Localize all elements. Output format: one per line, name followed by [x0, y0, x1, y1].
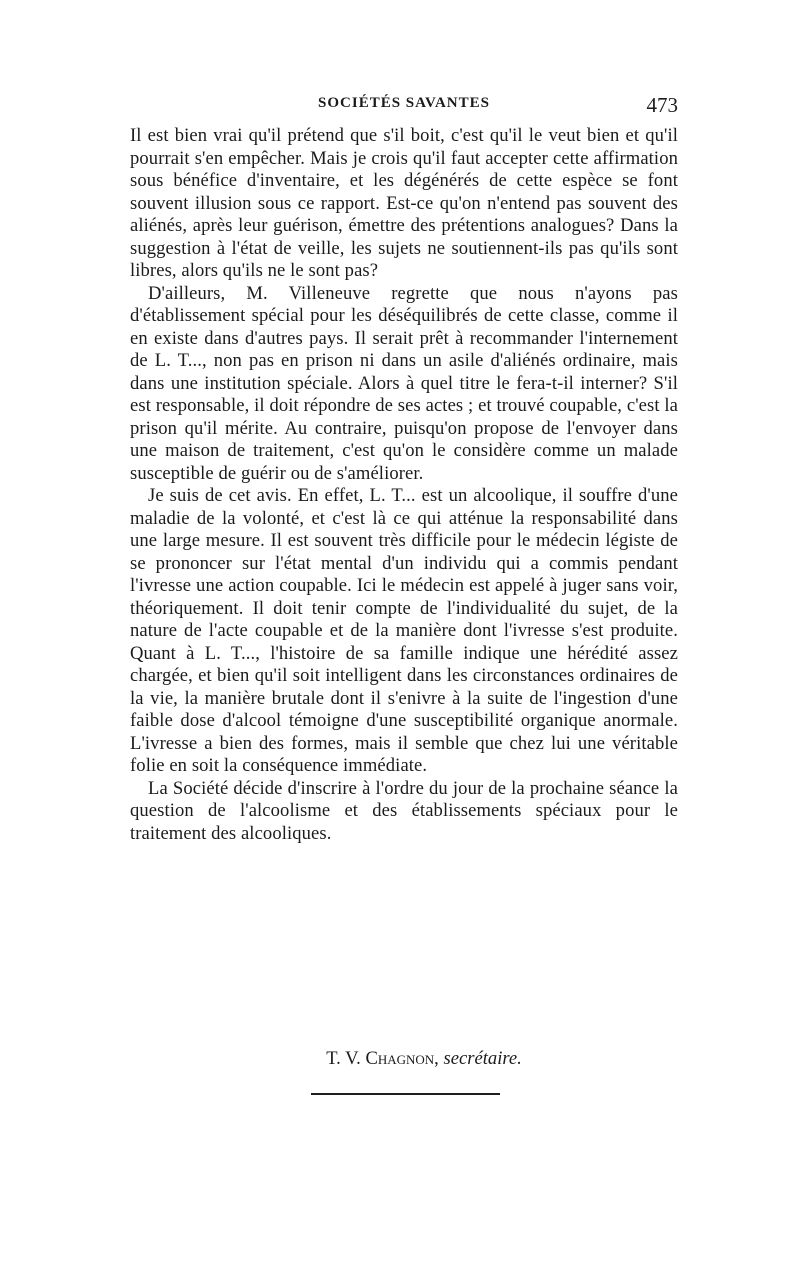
end-rule [311, 1093, 500, 1095]
paragraph-opinion: Je suis de cet avis. En effet, L. T... est un alcoolique, il souffre d'une maladie de la volonté, et c'est là ce qui atténue la responsabilité dans une large mesure. Il est souvent très difficile pour le médecin légiste de se prononcer sur l'état mental d'un individu qui a commis pendant l'ivresse une action coupable. Ici le médecin est appelé à juger sans voir, théoriquement. Il doit tenir compte de l'individualité du sujet, de la nature de l'acte coupable et de la manière dont l'ivresse s'est produite. Quant à L. T..., l'histoire de sa famille indique une hérédité assez chargée, et bien qu'il soit intelligent dans les circonstances ordinaires de la vie, la manière brutale dont il s'enivre à la suite de l'ingestion d'une faible dose d'alcool témoigne d'une susceptibilité organique anormale. L'ivresse a bien des formes, mais il semble que chez lui une véritable folie en soit la conséquence immédiate. [130, 485, 678, 776]
paragraph-decision: La Société décide d'inscrire à l'ordre du jour de la prochaine séance la question de l'alcoolisme et des établissements spéciaux pour le traitement des alcooliques. [130, 777, 678, 844]
signature-role: secrétaire. [443, 1048, 522, 1069]
running-title: SOCIÉTÉS SAVANTES [318, 95, 490, 111]
page-number: 473 [646, 93, 678, 117]
body-text [130, 125, 678, 845]
running-head [130, 93, 678, 117]
paragraph-continuation: Il est bien vrai qu'il prétend que s'il boit, c'est qu'il le veut bien et qu'il pourrait s'en empêcher. Mais je crois qu'il faut accepter cette affirmation sous bénéfice d'inventaire, et les dégénérés de cette espèce se font souvent illusion sous ce rapport. Est-ce qu'on n'entend pas souvent des aliénés, après leur guérison, émettre des prétentions analogues? Dans la suggestion à l'état de veille, les sujets ne soutiennent-ils pas qu'ils sont libres, alors qu'ils ne le sont pas? [130, 125, 678, 281]
paragraph-villeneuve: D'ailleurs, M. Villeneuve regrette que nous n'ayons pas d'établissement spécial pour les déséquilibrés de cette classe, comme il en existe dans d'autres pays. Il serait prêt à recommander l'internement de L. T..., non pas en prison ni dans un asile d'aliénés ordinaire, mais dans une institution spéciale. Alors à quel titre le fera-t-il interner? S'il est responsable, il doit répondre de ses actes ; et trouvé coupable, c'est la prison qu'il mérite. Au contraire, puisqu'on propose de l'envoyer dans une maison de traitement, c'est qu'on le considère comme un malade susceptible de guérir ou de s'améliorer. [130, 282, 678, 484]
signature-name: T. V. Chagnon, [326, 1048, 439, 1069]
signature [130, 1048, 678, 1070]
